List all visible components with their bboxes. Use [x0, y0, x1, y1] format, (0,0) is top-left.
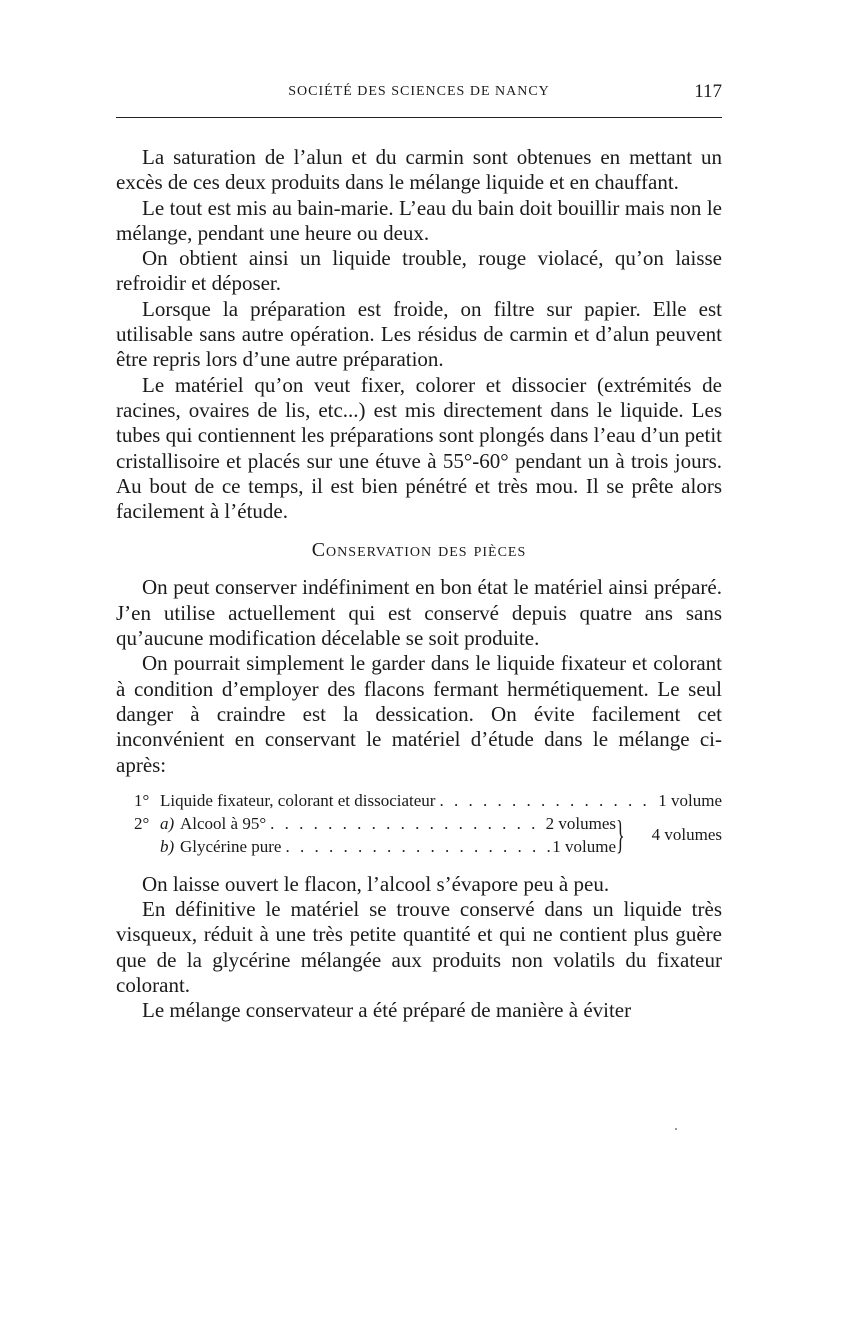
recipe-amount: 2 volumes [545, 813, 616, 833]
recipe-number: 2° [134, 813, 150, 833]
header-rule [116, 117, 722, 118]
running-title: SOCIÉTÉ DES SCIENCES DE NANCY [288, 84, 550, 99]
recipe-row-2b [116, 835, 616, 858]
paragraph: On peut conserver indéfiniment en bon état le matériel ainsi préparé. J’en utilise actuellement qui est conservé depuis quatre ans sans qu’aucune modification décelable se soit produite. [116, 575, 722, 651]
running-head [116, 80, 722, 110]
leader-dots [266, 812, 546, 835]
recipe-amount: 1 volume [552, 836, 616, 856]
paragraph: On pourrait simplement le garder dans le liquide fixateur et colorant à condition d’employer des flacons fermant hermétiquement. Le seul danger à craindre est la dessication. On évite facilement cet inconvénient en conservant le matériel d’étude dans le mélange ci-après: [116, 651, 722, 777]
paragraph: On obtient ainsi un liquide trouble, rouge violacé, qu’on laisse refroidir et déposer. [116, 246, 722, 296]
recipe-list [116, 789, 722, 858]
recipe-label: Alcool à 95° [180, 813, 267, 833]
leader-dots [435, 789, 658, 812]
section-title: Conservation des pièces [311, 539, 527, 562]
paragraph: Le mélange conservateur a été préparé de manière à éviter [142, 998, 632, 1023]
leader-dots [281, 835, 552, 858]
paragraph: La saturation de l’alun et du carmin sont obtenues en mettant un excès de ces deux produits dans le mélange liquide et en chauffant. [116, 145, 722, 195]
paragraph: Le tout est mis au bain-marie. L’eau du bain doit bouillir mais non le mélange, pendant une heure ou deux. [116, 195, 722, 245]
page-number: 117 [694, 81, 722, 102]
paper-speck [675, 1128, 677, 1130]
paragraph: Le matériel qu’on veut fixer, colorer et dissocier (extrémités de racines, ovaires de lis, etc...) est mis directement dans le liquide. Les tubes qui contiennent les préparations sont plongés dans l’eau d’un petit cristallisoire et placés sur une étuve à 55°-60° pendant un à trois jours. Au bout de ce temps, il est bien pénétré et très mou. Il se prête alors facilement à l’étude. [116, 372, 722, 524]
recipe-number: 1° [134, 790, 150, 810]
recipe-sub-letter: a) [160, 813, 175, 833]
recipe-label: Glycérine pure [180, 836, 282, 856]
recipe-total: 4 volumes [651, 824, 722, 844]
paragraph: On laisse ouvert le flacon, l’alcool s’évapore peu à peu. [142, 871, 610, 896]
recipe-amount: 1 volume [658, 790, 722, 810]
recipe-row-2a [116, 812, 616, 835]
paragraph: Lorsque la préparation est froide, on filtre sur papier. Elle est utilisable sans autre opération. Les résidus de carmin et d’alun peuvent être repris lors d’une autre préparation. [116, 296, 722, 372]
page-body [116, 145, 722, 1024]
recipe-row-1 [116, 789, 722, 812]
recipe-label: Liquide fixateur, colorant et dissociateur [160, 790, 436, 810]
recipe-sub-letter: b) [160, 836, 175, 856]
paragraph: En définitive le matériel se trouve conservé dans un liquide très visqueux, réduit à une très petite quantité et qui ne contient plus guère que de la glycérine mélangée aux produits non volatils du fixateur colorant. [116, 897, 722, 998]
curly-brace: } [616, 811, 625, 857]
